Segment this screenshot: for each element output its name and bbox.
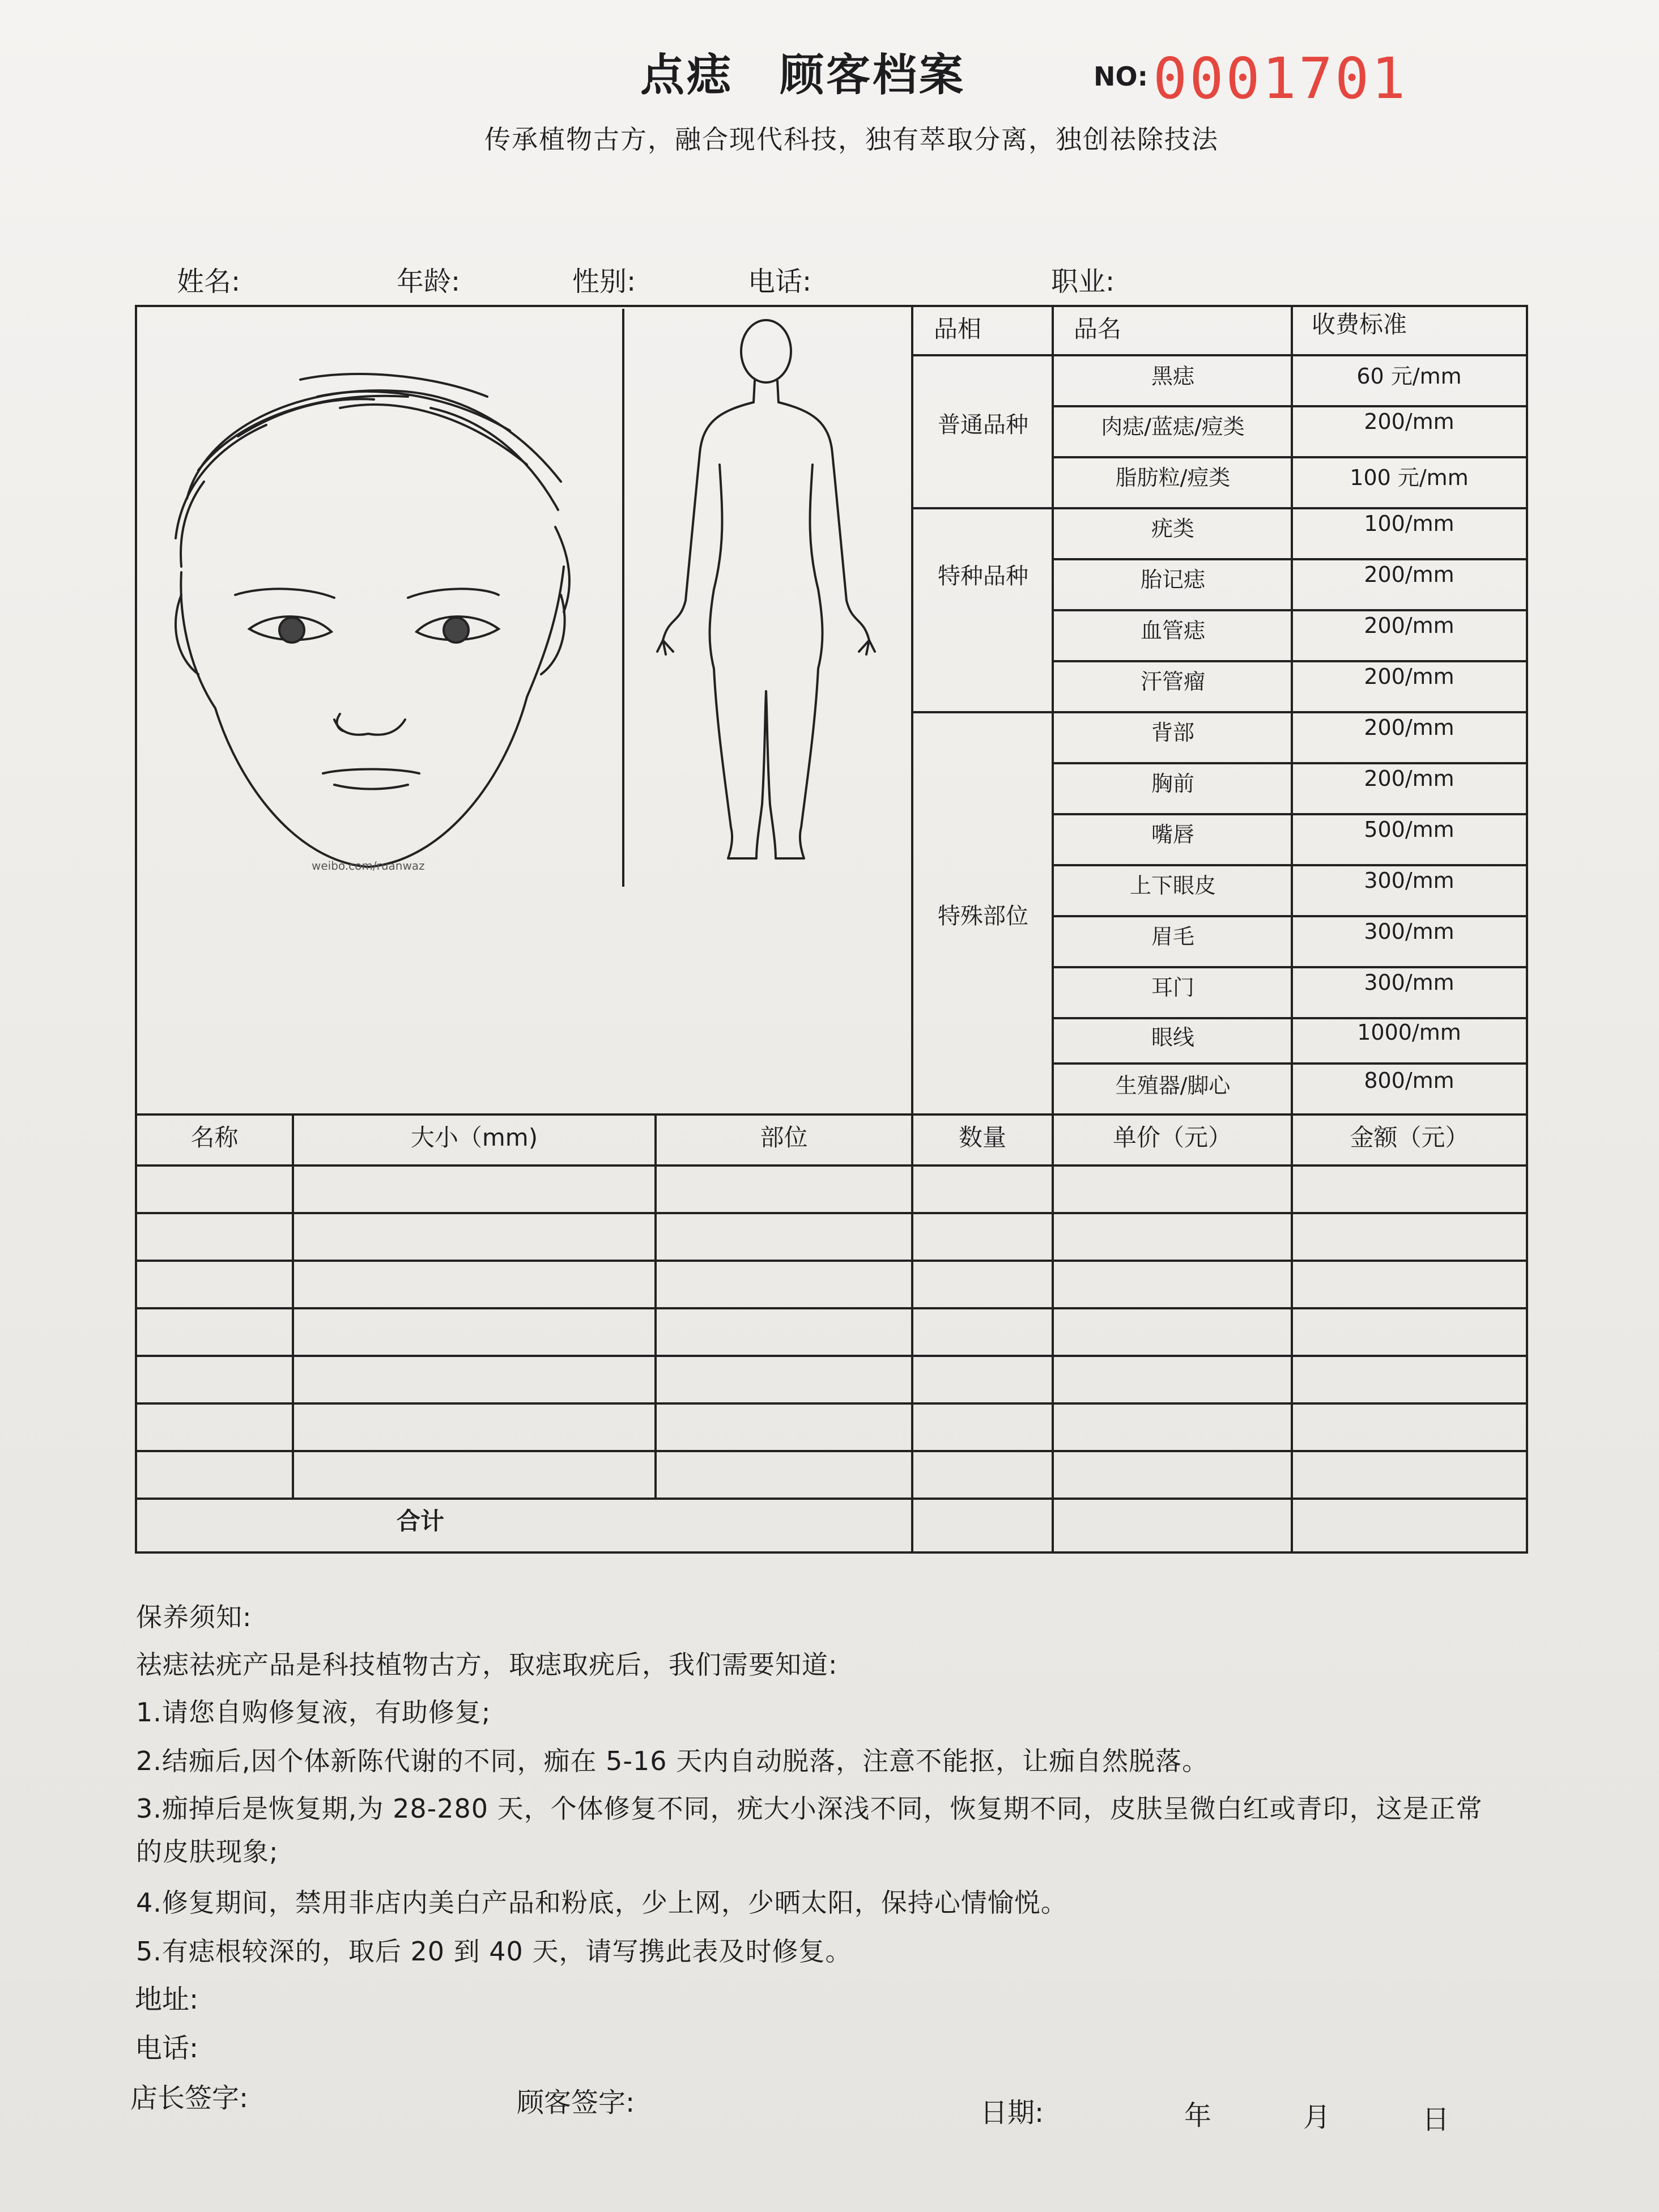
phone-field-label: 电话:	[748, 266, 812, 297]
record-header-size: 大小（mm)	[410, 1124, 538, 1151]
price-row-price: 200/mm	[1364, 409, 1454, 434]
manager-signature-label: 店长签字:	[130, 2082, 249, 2114]
price-row-name: 眼线	[1151, 1025, 1194, 1050]
notice-item: 4.修复期间，禁用非店内美白产品和粉底，少上网，少晒太阳，保持心情愉悦。	[136, 1887, 1067, 1918]
price-row-price: 200/mm	[1364, 766, 1454, 791]
price-row-price: 200/mm	[1364, 613, 1454, 638]
name-field-label: 姓名:	[177, 266, 241, 297]
record-header-location: 部位	[760, 1124, 808, 1151]
price-table-header-item: 品名	[1074, 315, 1122, 343]
face-diagram	[176, 374, 569, 867]
gender-field-label: 性别:	[572, 266, 636, 297]
price-row-name: 血管痣	[1140, 618, 1205, 643]
record-header-unit-price: 单价（元）	[1112, 1124, 1232, 1151]
price-row-price: 800/mm	[1364, 1068, 1454, 1093]
category-special-type: 特种品种	[938, 563, 1028, 589]
page-subtitle: 传承植物古方，融合现代科技，独有萃取分离，独创祛除技法	[484, 124, 1219, 155]
price-row-name: 疣类	[1151, 516, 1194, 541]
date-year-label: 年	[1184, 2100, 1212, 2132]
serial-number: 0001701	[1153, 45, 1408, 112]
date-month-label: 月	[1303, 2102, 1331, 2133]
price-table-header-category: 品相	[934, 315, 982, 343]
price-row-price: 100/mm	[1364, 511, 1454, 536]
notice-title: 保养须知:	[136, 1602, 252, 1632]
customer-signature-label: 顾客签字:	[517, 2087, 635, 2119]
price-row-price: 200/mm	[1364, 715, 1454, 740]
price-row-price: 300/mm	[1364, 919, 1454, 944]
price-row-price: 300/mm	[1364, 970, 1454, 995]
category-special-area: 特殊部位	[938, 903, 1028, 929]
price-row-name: 脂肪粒/痘类	[1115, 465, 1231, 490]
notice-item: 的皮肤现象;	[136, 1836, 279, 1867]
age-field-label: 年龄:	[397, 266, 461, 297]
price-row-name: 胸前	[1151, 771, 1194, 796]
price-row-price: 100 元/mm	[1350, 465, 1469, 490]
price-row-price: 1000/mm	[1357, 1020, 1461, 1045]
notice-item: 3.痂掉后是恢复期,为 28-280 天，个体修复不同，疣大小深浅不同，恢复期不同，皮肤呈微白红或青印，这是正常	[136, 1793, 1483, 1824]
record-header-name: 名称	[190, 1124, 239, 1151]
serial-number-label: NO:	[1094, 61, 1148, 92]
price-table-header-price: 收费标准	[1312, 310, 1407, 338]
price-row-price: 200/mm	[1364, 562, 1454, 587]
occupation-field-label: 职业:	[1051, 266, 1115, 297]
price-row-name: 肉痣/蓝痣/痘类	[1101, 414, 1245, 439]
page-title: 点痣 顾客档案	[640, 50, 966, 101]
price-row-name: 胎记痣	[1140, 567, 1205, 592]
price-row-name: 眉毛	[1151, 924, 1194, 949]
date-label: 日期:	[980, 2097, 1044, 2129]
price-row-name: 黑痣	[1151, 364, 1194, 389]
record-total-label: 合计	[397, 1507, 445, 1535]
notice-item: 2.结痂后,因个体新陈代谢的不同，痂在 5-16 天内自动脱落，注意不能抠，让痂自然脱落。	[136, 1746, 1209, 1776]
record-header-quantity: 数量	[958, 1124, 1006, 1151]
date-day-label: 日	[1422, 2104, 1450, 2136]
price-row-name: 汗管瘤	[1140, 669, 1205, 694]
notice-item: 1.请您自购修复液，有助修复;	[136, 1697, 491, 1728]
price-row-name: 上下眼皮	[1129, 873, 1216, 898]
body-diagram	[657, 320, 875, 858]
category-regular: 普通品种	[938, 412, 1028, 438]
diagram-watermark: weibo.com/ruanwaz	[312, 859, 425, 873]
price-row-name: 生殖器/脚心	[1115, 1073, 1231, 1098]
price-row-price: 300/mm	[1364, 868, 1454, 893]
price-row-name: 嘴唇	[1151, 822, 1194, 847]
price-row-price: 500/mm	[1364, 817, 1454, 842]
price-row-name: 耳门	[1151, 975, 1194, 1000]
price-row-price: 60 元/mm	[1356, 364, 1462, 389]
record-header-amount: 金额（元）	[1350, 1124, 1469, 1151]
store-phone-label: 电话:	[135, 2032, 199, 2064]
price-row-price: 200/mm	[1364, 664, 1454, 689]
price-row-name: 背部	[1151, 720, 1194, 745]
address-label: 地址:	[135, 1984, 199, 2015]
notice-item: 5.有痣根较深的，取后 20 到 40 天，请写携此表及时修复。	[136, 1936, 852, 1967]
notice-intro: 祛痣祛疣产品是科技植物古方，取痣取疣后，我们需要知道:	[136, 1649, 838, 1680]
